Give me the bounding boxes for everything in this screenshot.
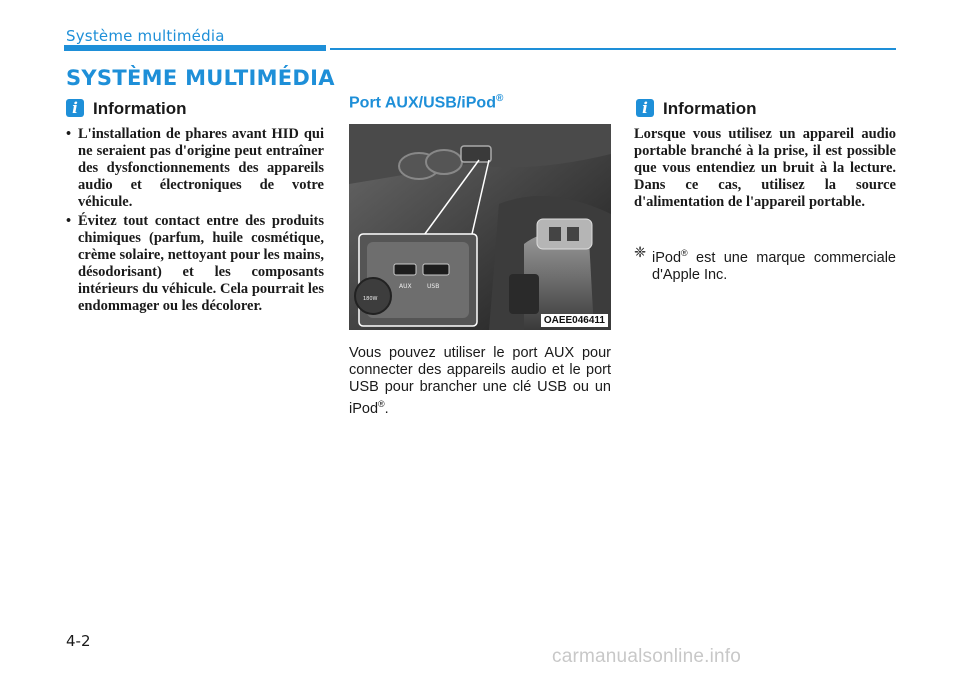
page-title: SYSTÈME MULTIMÉDIA <box>66 66 335 90</box>
watermark: carmanualsonline.info <box>552 646 742 667</box>
port-description-end: . <box>384 400 389 417</box>
aux-usb-port-photo <box>349 124 611 330</box>
usb-label: USB <box>427 283 440 290</box>
registered-mark: ® <box>378 399 385 409</box>
port-description <box>349 345 611 418</box>
page-number: 4-2 <box>66 632 91 650</box>
running-header: Système multimédia <box>66 27 225 45</box>
info-icon: i <box>636 99 654 117</box>
bullet-mark: • <box>66 126 72 142</box>
port-description-text: Vous pouvez utiliser le port AUX pour connecter des appareils audio et le port USB pour brancher une clé USB ou un iPod <box>349 345 611 417</box>
bullet-text: L'installation de phares avant HID qui ne seraient pas d'origine peut entraîner des dysfonctionnements des appareils audio et électroniques de votre véhicule. <box>78 126 324 210</box>
bullet-mark: • <box>66 213 72 229</box>
photo-reference-code: OAEE046411 <box>541 314 608 327</box>
list-item <box>66 213 324 315</box>
info-heading-right: Information <box>663 99 757 118</box>
info-bullet-list <box>66 126 324 317</box>
aux-label: AUX <box>399 283 412 290</box>
note-symbol: ❈ <box>634 245 647 261</box>
registered-mark: ® <box>681 248 688 258</box>
section-heading-text: Port AUX/USB/iPod <box>349 94 496 112</box>
header-bar-thin <box>330 48 896 50</box>
car-console-illustration <box>349 124 611 330</box>
info-icon: i <box>66 99 84 117</box>
section-heading <box>349 93 503 112</box>
registered-mark: ® <box>495 93 504 104</box>
info-text-right: Lorsque vous utilisez un appareil audio portable branché à la prise, il est possible que vous entendiez un bruit à la lecture. Dans ce cas, utilisez la source d'alimentation de l'appareil portable. <box>634 126 896 210</box>
header-bar-thick <box>64 45 326 51</box>
bullet-text: Évitez tout contact entre des produits chimiques (parfum, huile cosmétique, crème solaire, nettoyant pour les mains, désodorisant) et les composants intérieurs du véhicule. Cela pourrait les endommager ou les décolorer. <box>78 213 324 314</box>
note-brand: iPod <box>652 249 682 266</box>
trademark-note <box>634 245 896 284</box>
info-heading-left: Information <box>93 99 187 118</box>
note-text: est une marque commerciale d'Apple Inc. <box>652 249 896 283</box>
list-item <box>66 126 324 211</box>
dial-label: 180W <box>363 296 378 302</box>
